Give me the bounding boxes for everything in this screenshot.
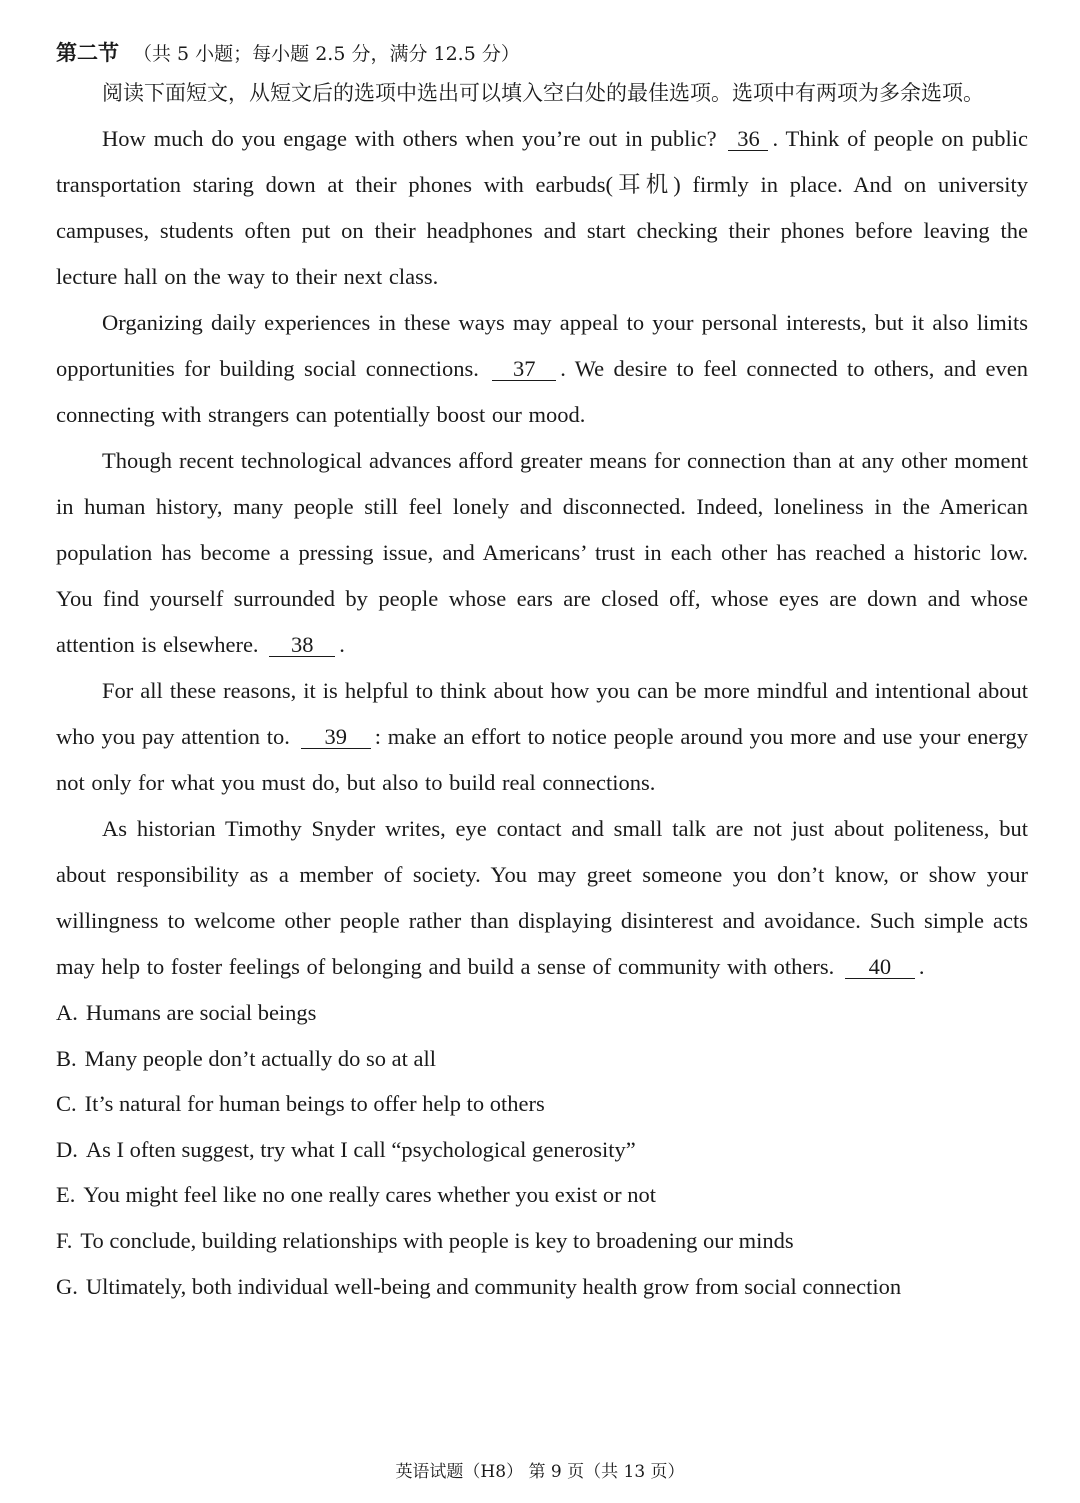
option-text: Ultimately, both individual well-being and community health grow from social connection [85, 1273, 902, 1299]
option-f [56, 1218, 1028, 1264]
paragraph-text: . [918, 954, 925, 979]
paragraph-text: Organizing daily experiences in these ways may appeal to your personal interests, but it also limits opportunities for building social connections. [56, 310, 1028, 381]
paragraph-text: For all these reasons, it is helpful to think about how you can be more mindful and intentional about who you pay attention to. [56, 678, 1028, 749]
exam-page [56, 36, 1028, 1309]
paragraph-text: How much do you engage with others when you’re out in public? [102, 126, 725, 151]
option-letter: D. [56, 1136, 78, 1162]
answer-options [56, 990, 1028, 1309]
option-e [56, 1172, 1028, 1218]
option-letter: F. [56, 1227, 73, 1253]
blank-40: 40 [845, 956, 915, 979]
option-letter: A. [56, 1000, 78, 1025]
option-text: You might feel like no one really cares whether you exist or not [83, 1182, 656, 1208]
blank-37: 37 [492, 358, 556, 381]
option-letter: C. [56, 1091, 77, 1117]
option-text: Many people don’t actually do so at all [84, 1045, 437, 1071]
passage-paragraph-2 [56, 300, 1028, 438]
section-title: 第二节 [56, 41, 119, 65]
passage-paragraph-3 [56, 438, 1028, 668]
option-g [56, 1264, 1028, 1310]
instruction-text: 阅读下面短文，从短文后的选项中选出可以填入空白处的最佳选项。选项中有两项为多余选项。 [102, 81, 984, 105]
option-c [56, 1081, 1028, 1127]
option-text: It’s natural for human beings to offer help to others [84, 1091, 545, 1117]
passage-paragraph-4 [56, 668, 1028, 806]
section-header [56, 36, 1028, 70]
passage-paragraph-1 [56, 116, 1028, 300]
option-d [56, 1127, 1028, 1173]
option-text: To conclude, building relationships with people is key to broadening our minds [80, 1227, 794, 1253]
paragraph-text: : make an effort to notice people around you more and use your energy not only for what you must do, but also to build real connections. [56, 724, 1028, 795]
option-b [56, 1036, 1028, 1082]
option-text: As I often suggest, try what I call “psychological generosity” [85, 1136, 636, 1162]
paragraph-text: . We desire to feel connected to others, and even connecting with strangers can potentially boost our mood. [56, 356, 1028, 427]
paragraph-text: As historian Timothy Snyder writes, eye contact and small talk are not just about politeness, but about responsibility as a member of society. You may greet someone you don’t know, or show your willingness to welcome other people rather than displaying disinterest and avoidance. Such simple acts may help to foster feelings of belonging and build a sense of community with others. [56, 816, 1028, 979]
paragraph-text: Though recent technological advances afford greater means for connection than at any other moment in human history, many people still feel lonely and disconnected. Indeed, loneliness in the American population has become a pressing issue, and Americans’ trust in each other has reached a historic low. You find yourself surrounded by people whose ears are closed off, whose eyes are down and whose attention is elsewhere. [56, 448, 1028, 657]
passage-paragraph-5 [56, 806, 1028, 990]
blank-38: 38 [269, 634, 335, 657]
paragraph-text: . Think of people on public transportation staring down at their phones with earbuds(耳机) firmly in place. And on university campuses, students often put on their headphones and start checking their phones before leaving the lecture hall on the way to their next class. [56, 126, 1028, 289]
option-a [56, 990, 1028, 1036]
option-letter: G. [56, 1273, 78, 1299]
paragraph-text: . [339, 632, 345, 657]
option-text: Humans are social beings [85, 1000, 317, 1025]
option-letter: B. [56, 1045, 77, 1071]
section-scoring-info: （共 5 小题；每小题 2.5 分，满分 12.5 分） [133, 43, 520, 65]
blank-39: 39 [301, 726, 371, 749]
page-footer: 英语试题（H8） 第 9 页（共 13 页） [395, 1462, 685, 1482]
option-letter: E. [56, 1182, 76, 1208]
blank-36: 36 [728, 128, 768, 151]
